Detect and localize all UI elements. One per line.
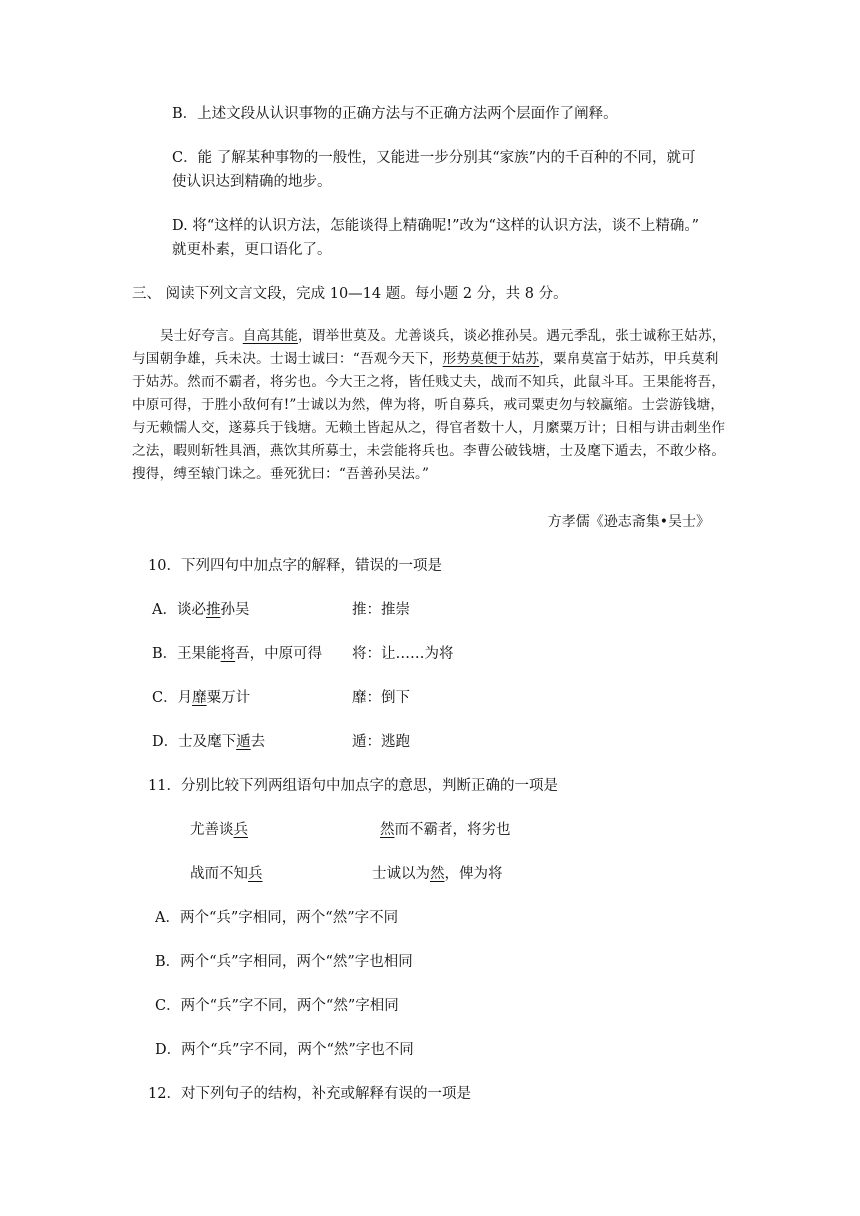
- q10-option-a-gloss: 推：推崇: [352, 602, 410, 618]
- option-c-top-line1: C．能 了解某种事物的一般性，又能进一步分别其“家族”内的千百种的不同，就可: [172, 150, 696, 166]
- q11-option-b: B．两个“兵”字相同，两个“然”字也相同: [155, 954, 413, 970]
- underlined-phrase-2: 形势莫便于姑苏: [442, 351, 540, 367]
- q11-option-c: C．两个“兵”字不同，两个“然”字相同: [155, 998, 399, 1014]
- q10-stem: 10．下列四句中加点字的解释，错误的一项是: [148, 558, 442, 574]
- option-b-top: B．上述文段从认识事物的正确方法与不正确方法两个层面作了阐释。: [172, 106, 618, 122]
- q12-stem: 12．对下列句子的结构，补充或解释有误的一项是: [148, 1086, 471, 1102]
- q10-option-a: A．谈必推孙吴: [152, 602, 250, 618]
- q11-option-a: A．两个“兵”字相同，两个“然”字不同: [155, 910, 399, 926]
- q11-stem: 11．分别比较下列两组语句中加点字的意思，判断正确的一项是: [148, 778, 558, 794]
- underlined-phrase-1: 自高其能: [242, 328, 298, 344]
- q11-pair2-left: 战而不知兵: [190, 866, 263, 882]
- q10-option-b-gloss: 将：让……为将: [352, 646, 454, 662]
- option-d-top-line1: D. 将“这样的认识方法，怎能谈得上精确呢!”改为“这样的认识方法，谈不上精确。”: [172, 218, 700, 234]
- q11-option-d: D．两个“兵”字不同，两个“然”字也不同: [155, 1042, 414, 1058]
- q10-option-d-gloss: 遁：逃跑: [352, 734, 410, 750]
- q11-pair1-left: 尤善谈兵: [190, 822, 248, 838]
- classical-passage: 吴士好夸言。自高其能，谓举世莫及。尤善谈兵，谈必推孙吴。遇元季乱，张士诚称王姑苏，与国朝争雄，兵未决。士谒士诚曰：“吾观今天下，形势莫便于姑苏，粟帛莫富于姑苏，甲兵莫利于姑苏。然而不霸者，将劣也。今大王之将，皆任贱丈夫，战而不知兵，此鼠斗耳。王果能将吾，中原可得，于胜小敌何有!”士诚以为然，俾为将，听自募兵，戒司粟吏勿与较赢缩。士尝游钱塘，与无赖懦人交，遂募兵于钱塘。无赖土皆起从之，得官者数十人，月縻粟万计；日相与讲击刺坐作之法，暇则斩牲具酒，燕饮其所募士，未尝能将兵也。李曹公破钱塘，士及麾下遁去，不敢少格。搜得，缚至辕门诛之。垂死犹曰：“吾善孙吴法。”: [132, 328, 726, 482]
- q11-pair1-right: 然而不霸者，将劣也: [380, 822, 511, 838]
- q11-pair2-right: 士诚以为然，俾为将: [372, 866, 503, 882]
- option-d-top-line2: 就更朴素，更口语化了。: [172, 242, 332, 258]
- q10-option-b: B．王果能将吾，中原可得: [152, 646, 323, 662]
- q10-option-c: C．月靡粟万计: [152, 690, 251, 706]
- passage-source: 方孝儒《逊志斋集•吴士》: [547, 514, 710, 530]
- section-heading: 三、 阅读下列文言文段，完成 10—14 题。每小题 2 分，共 8 分。: [132, 286, 568, 302]
- q10-option-c-gloss: 靡：倒下: [352, 690, 410, 706]
- option-c-top-line2: 使认识达到精确的地步。: [172, 174, 332, 190]
- q10-option-d: D．士及麾下遁去: [152, 734, 266, 750]
